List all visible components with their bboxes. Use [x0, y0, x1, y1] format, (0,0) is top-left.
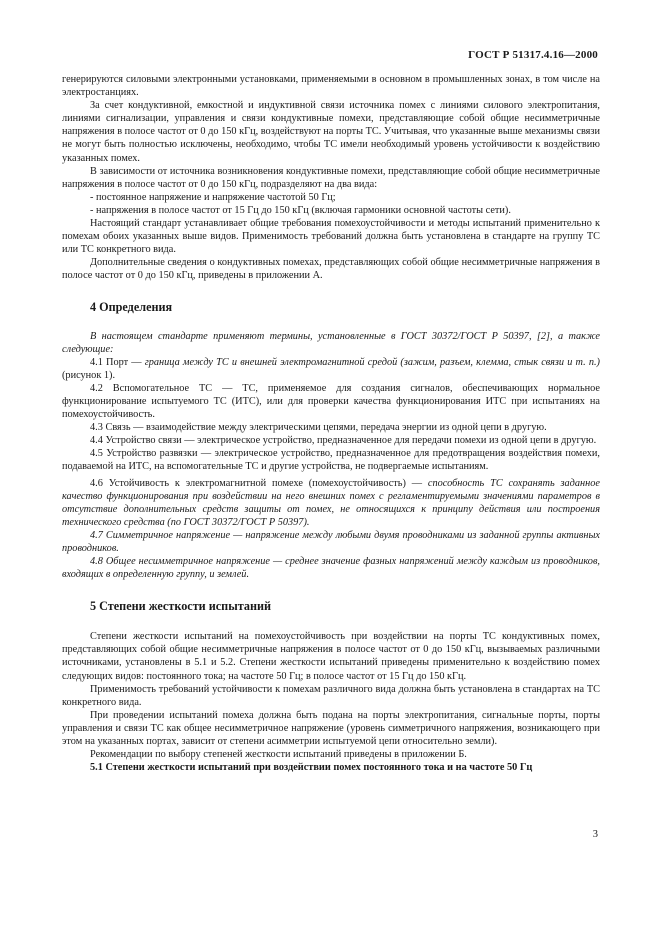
paragraph: Дополнительные сведения о кондуктивных помехах, представляющих собой общие несимметричные напряжения в полосе частот от 0 до 150 кГц, приведены в приложении А. [62, 257, 600, 282]
document-header: ГОСТ Р 51317.4.16—2000 [468, 49, 598, 61]
document-body [62, 73, 600, 774]
paragraph: Степени жесткости испытаний на помехоустойчивость при воздействии на порты ТС кондуктивных помех, представляющих собой общие несимметричные напряжения в полосе частот от 0 до 150 кГц, вызываемых различными источниками, установлены в 5.1 и 5.2. Степени жесткости испытаний приведены применительно к воздействию помех следующих видов: постоянного тока; на частоте 50 Гц; в полосе частот от 15 Гц до 150 кГц. [62, 631, 600, 682]
definition-4-3: 4.3 Связь — взаимодействие между электрическими цепями, передача энергии из одной цепи в другую. [90, 422, 547, 434]
paragraph: Рекомендации по выбору степеней жесткости испытаний приведены в приложении Б. [90, 749, 467, 761]
definition-tail: (рисунок 1). [62, 369, 116, 381]
definition-4-7: 4.7 Симметричное напряжение — напряжение между любыми двумя проводниками из заданной группы активных проводников. [62, 529, 600, 554]
subsection-5-1-heading: 5.1 Степени жесткости испытаний при воздействии помех постоянного тока и на частоте 50 Гц [90, 762, 533, 774]
section-4-heading: 4 Определения [90, 299, 173, 314]
definition-text: граница между ТС и внешней электромагнитной средой (зажим, разъем, клемма, стык связи и т. п.) [144, 356, 600, 368]
section-5-heading: 5 Степени жесткости испытаний [90, 599, 272, 614]
paragraph: Применимость требований устойчивости к помехам различного вида должна быть установлена в стандартах на ТС конкретного вида. [62, 683, 600, 708]
definition-term: 4.6 Устойчивость к электромагнитной помехе (помехоустойчивость) — [90, 477, 428, 489]
definition-4-6 [62, 477, 600, 529]
definitions-lead: В настоящем стандарте применяют термины, установленные в ГОСТ 30372/ГОСТ Р 50397, [2], а также следующие: [62, 330, 600, 355]
definition-term: 4.1 Порт — [90, 356, 145, 368]
page-number: 3 [592, 829, 598, 840]
paragraph: За счет кондуктивной, емкостной и индуктивной связи источника помех с линиями силового электропитания, линиями сигнализации, управления и связи кондуктивные помехи, представляющие собой общие несимметричные напряжения в полосе частот от 0 до 150 кГц, воздействуют на порты ТС. Учитывая, что указанные выше механизмы связи не могут быть полностью исключены, необходимо, чтобы ТС имели необходимый уровень устойчивости к воздействию указанных помех. [62, 100, 600, 164]
list-item: - напряжения в полосе частот от 15 Гц до 150 кГц (включая гармоники основной частоты сети). [90, 204, 511, 216]
paragraph: Настоящий стандарт устанавливает общие требования помехоустойчивости и методы испытаний применительно к помехам обоих указанных выше видов. Применимость требований должна быть установлена в стандарте на группу ТС или ТС конкретного вида. [62, 218, 600, 256]
paragraph: генерируются силовыми электронными установками, применяемыми в основном в промышленных зонах, в том числе на электростанциях. [62, 74, 600, 99]
definition-text: способность ТС сохранять заданное качество функционирования при воздействии на него внешних помех с регламентируемыми значениями параметров в отсутствие дополнительных средств защиты от помех, не относящихся к принципу действия или построения технического средства (по ГОСТ 30372/ГОСТ Р 50397). [62, 477, 600, 528]
definition-4-8: 4.8 Общее несимметричное напряжение — среднее значение фазных напряжений между каждым из проводников, входящих в определенную группу, и землей. [62, 556, 600, 581]
definition-4-1 [62, 356, 600, 382]
paragraph: В зависимости от источника возникновения кондуктивные помехи, представляющие собой общие несимметричные напряжения в полосе частот от 0 до 150 кГц, подразделяют на два вида: [62, 165, 600, 190]
paragraph: При проведении испытаний помеха должна быть подана на порты электропитания, сигнальные порты, порты управления и связи ТС как общее несимметричное напряжение (уровень симметричного напряжения, возникающего при этом на указанных портах, зависит от степени асимметрии испытуемой цепи относительно земли). [62, 709, 600, 748]
definition-4-2: 4.2 Вспомогательное ТС — ТС, применяемое для создания сигналов, обеспечивающих нормальное функционирование испытуемого ТС (ИТС), или для проверки качества функционирования ИТС при испытаниях на помехоустойчивость. [62, 382, 600, 421]
list-item: - постоянное напряжение и напряжение частотой 50 Гц; [90, 191, 336, 203]
definition-4-5: 4.5 Устройство развязки — электрическое устройство, предназначенное для предотвращения воздействия помехи, подаваемой на ИТС, на вспомогательные ТС и другие устройства, не подвергаемые испытаниям. [62, 448, 600, 473]
definition-4-4: 4.4 Устройство связи — электрическое устройство, предназначенное для передачи помехи из одной цепи в другую. [90, 435, 597, 447]
